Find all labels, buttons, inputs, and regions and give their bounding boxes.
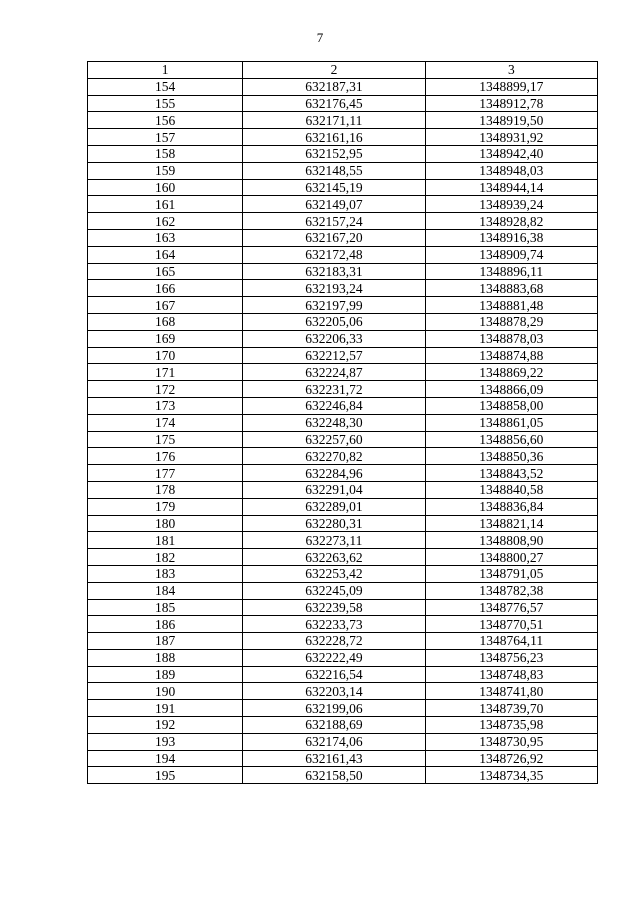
x-coordinate-cell: 632174,06 (243, 733, 425, 750)
y-coordinate-cell: 1348735,98 (425, 717, 597, 734)
x-coordinate-cell: 632149,07 (243, 196, 425, 213)
y-coordinate-cell: 1348912,78 (425, 95, 597, 112)
y-coordinate-cell: 1348944,14 (425, 179, 597, 196)
y-coordinate-cell: 1348726,92 (425, 750, 597, 767)
table-row (88, 515, 598, 532)
column-header-3: 3 (425, 62, 597, 79)
column-header-2: 2 (243, 62, 425, 79)
x-coordinate-cell: 632233,73 (243, 616, 425, 633)
y-coordinate-cell: 1348770,51 (425, 616, 597, 633)
x-coordinate-cell: 632171,11 (243, 112, 425, 129)
point-number-cell: 183 (88, 565, 243, 582)
x-coordinate-cell: 632239,58 (243, 599, 425, 616)
y-coordinate-cell: 1348800,27 (425, 549, 597, 566)
x-coordinate-cell: 632216,54 (243, 666, 425, 683)
table-row (88, 330, 598, 347)
page-number: 7 (316, 30, 324, 45)
table-row (88, 381, 598, 398)
point-number-cell: 191 (88, 700, 243, 717)
y-coordinate-cell: 1348850,36 (425, 448, 597, 465)
point-number-cell: 169 (88, 330, 243, 347)
point-number-cell: 176 (88, 448, 243, 465)
table-row (88, 280, 598, 297)
table-row (88, 498, 598, 515)
point-number-cell: 175 (88, 431, 243, 448)
table-row (88, 129, 598, 146)
point-number-cell: 187 (88, 633, 243, 650)
y-coordinate-cell: 1348931,92 (425, 129, 597, 146)
x-coordinate-cell: 632246,84 (243, 397, 425, 414)
x-coordinate-cell: 632280,31 (243, 515, 425, 532)
x-coordinate-cell: 632228,72 (243, 633, 425, 650)
point-number-cell: 171 (88, 364, 243, 381)
x-coordinate-cell: 632148,55 (243, 162, 425, 179)
point-number-cell: 195 (88, 767, 243, 784)
x-coordinate-cell: 632183,31 (243, 263, 425, 280)
x-coordinate-cell: 632245,09 (243, 582, 425, 599)
x-coordinate-cell: 632291,04 (243, 481, 425, 498)
table-row (88, 666, 598, 683)
y-coordinate-cell: 1348791,05 (425, 565, 597, 582)
point-number-cell: 177 (88, 465, 243, 482)
table-row (88, 599, 598, 616)
x-coordinate-cell: 632152,95 (243, 145, 425, 162)
table-row (88, 95, 598, 112)
x-coordinate-cell: 632253,42 (243, 565, 425, 582)
point-number-cell: 164 (88, 246, 243, 263)
x-coordinate-cell: 632231,72 (243, 381, 425, 398)
x-coordinate-cell: 632270,82 (243, 448, 425, 465)
table-row (88, 162, 598, 179)
y-coordinate-cell: 1348883,68 (425, 280, 597, 297)
table-row (88, 78, 598, 95)
table-row (88, 179, 598, 196)
table-row (88, 481, 598, 498)
y-coordinate-cell: 1348881,48 (425, 297, 597, 314)
y-coordinate-cell: 1348928,82 (425, 213, 597, 230)
table-row (88, 297, 598, 314)
table-row (88, 229, 598, 246)
y-coordinate-cell: 1348909,74 (425, 246, 597, 263)
y-coordinate-cell: 1348878,29 (425, 313, 597, 330)
table-row (88, 414, 598, 431)
point-number-cell: 180 (88, 515, 243, 532)
x-coordinate-cell: 632222,49 (243, 649, 425, 666)
table-row (88, 700, 598, 717)
y-coordinate-cell: 1348874,88 (425, 347, 597, 364)
point-number-cell: 167 (88, 297, 243, 314)
x-coordinate-cell: 632193,24 (243, 280, 425, 297)
point-number-cell: 181 (88, 532, 243, 549)
x-coordinate-cell: 632284,96 (243, 465, 425, 482)
x-coordinate-cell: 632199,06 (243, 700, 425, 717)
x-coordinate-cell: 632206,33 (243, 330, 425, 347)
point-number-cell: 190 (88, 683, 243, 700)
point-number-cell: 182 (88, 549, 243, 566)
table-row (88, 582, 598, 599)
table-row (88, 649, 598, 666)
coordinates-table (87, 61, 598, 784)
table-row (88, 750, 598, 767)
point-number-cell: 156 (88, 112, 243, 129)
x-coordinate-cell: 632172,48 (243, 246, 425, 263)
x-coordinate-cell: 632157,24 (243, 213, 425, 230)
y-coordinate-cell: 1348730,95 (425, 733, 597, 750)
y-coordinate-cell: 1348840,58 (425, 481, 597, 498)
table-header-row (88, 62, 598, 79)
x-coordinate-cell: 632158,50 (243, 767, 425, 784)
x-coordinate-cell: 632176,45 (243, 95, 425, 112)
y-coordinate-cell: 1348869,22 (425, 364, 597, 381)
point-number-cell: 185 (88, 599, 243, 616)
y-coordinate-cell: 1348776,57 (425, 599, 597, 616)
y-coordinate-cell: 1348866,09 (425, 381, 597, 398)
point-number-cell: 165 (88, 263, 243, 280)
table-row (88, 145, 598, 162)
table-row (88, 313, 598, 330)
y-coordinate-cell: 1348782,38 (425, 582, 597, 599)
table-row (88, 683, 598, 700)
y-coordinate-cell: 1348756,23 (425, 649, 597, 666)
y-coordinate-cell: 1348821,14 (425, 515, 597, 532)
table-row (88, 549, 598, 566)
table-row (88, 213, 598, 230)
y-coordinate-cell: 1348899,17 (425, 78, 597, 95)
x-coordinate-cell: 632188,69 (243, 717, 425, 734)
point-number-cell: 186 (88, 616, 243, 633)
table-row (88, 733, 598, 750)
table-row (88, 465, 598, 482)
point-number-cell: 154 (88, 78, 243, 95)
x-coordinate-cell: 632248,30 (243, 414, 425, 431)
y-coordinate-cell: 1348856,60 (425, 431, 597, 448)
x-coordinate-cell: 632263,62 (243, 549, 425, 566)
point-number-cell: 160 (88, 179, 243, 196)
y-coordinate-cell: 1348919,50 (425, 112, 597, 129)
point-number-cell: 173 (88, 397, 243, 414)
y-coordinate-cell: 1348734,35 (425, 767, 597, 784)
point-number-cell: 158 (88, 145, 243, 162)
y-coordinate-cell: 1348939,24 (425, 196, 597, 213)
point-number-cell: 159 (88, 162, 243, 179)
point-number-cell: 193 (88, 733, 243, 750)
table-row (88, 616, 598, 633)
point-number-cell: 174 (88, 414, 243, 431)
table-row (88, 431, 598, 448)
y-coordinate-cell: 1348843,52 (425, 465, 597, 482)
point-number-cell: 162 (88, 213, 243, 230)
point-number-cell: 166 (88, 280, 243, 297)
x-coordinate-cell: 632224,87 (243, 364, 425, 381)
point-number-cell: 170 (88, 347, 243, 364)
x-coordinate-cell: 632161,16 (243, 129, 425, 146)
table-row (88, 767, 598, 784)
y-coordinate-cell: 1348948,03 (425, 162, 597, 179)
x-coordinate-cell: 632273,11 (243, 532, 425, 549)
y-coordinate-cell: 1348739,70 (425, 700, 597, 717)
point-number-cell: 172 (88, 381, 243, 398)
table-row (88, 246, 598, 263)
table-row (88, 347, 598, 364)
y-coordinate-cell: 1348741,80 (425, 683, 597, 700)
y-coordinate-cell: 1348764,11 (425, 633, 597, 650)
point-number-cell: 184 (88, 582, 243, 599)
x-coordinate-cell: 632145,19 (243, 179, 425, 196)
column-header-1: 1 (88, 62, 243, 79)
y-coordinate-cell: 1348836,84 (425, 498, 597, 515)
point-number-cell: 188 (88, 649, 243, 666)
point-number-cell: 161 (88, 196, 243, 213)
y-coordinate-cell: 1348748,83 (425, 666, 597, 683)
point-number-cell: 179 (88, 498, 243, 515)
x-coordinate-cell: 632167,20 (243, 229, 425, 246)
y-coordinate-cell: 1348858,00 (425, 397, 597, 414)
x-coordinate-cell: 632161,43 (243, 750, 425, 767)
x-coordinate-cell: 632205,06 (243, 313, 425, 330)
x-coordinate-cell: 632187,31 (243, 78, 425, 95)
table-row (88, 364, 598, 381)
x-coordinate-cell: 632203,14 (243, 683, 425, 700)
point-number-cell: 178 (88, 481, 243, 498)
point-number-cell: 163 (88, 229, 243, 246)
point-number-cell: 157 (88, 129, 243, 146)
y-coordinate-cell: 1348808,90 (425, 532, 597, 549)
y-coordinate-cell: 1348878,03 (425, 330, 597, 347)
y-coordinate-cell: 1348916,38 (425, 229, 597, 246)
table-row (88, 565, 598, 582)
point-number-cell: 194 (88, 750, 243, 767)
point-number-cell: 192 (88, 717, 243, 734)
y-coordinate-cell: 1348861,05 (425, 414, 597, 431)
point-number-cell: 155 (88, 95, 243, 112)
point-number-cell: 168 (88, 313, 243, 330)
point-number-cell: 189 (88, 666, 243, 683)
table-row (88, 717, 598, 734)
x-coordinate-cell: 632289,01 (243, 498, 425, 515)
x-coordinate-cell: 632257,60 (243, 431, 425, 448)
table-row (88, 112, 598, 129)
table-body (88, 78, 598, 783)
table-row (88, 633, 598, 650)
y-coordinate-cell: 1348896,11 (425, 263, 597, 280)
table-row (88, 397, 598, 414)
table-row (88, 448, 598, 465)
x-coordinate-cell: 632212,57 (243, 347, 425, 364)
y-coordinate-cell: 1348942,40 (425, 145, 597, 162)
table-row (88, 532, 598, 549)
table-row (88, 196, 598, 213)
x-coordinate-cell: 632197,99 (243, 297, 425, 314)
table-row (88, 263, 598, 280)
